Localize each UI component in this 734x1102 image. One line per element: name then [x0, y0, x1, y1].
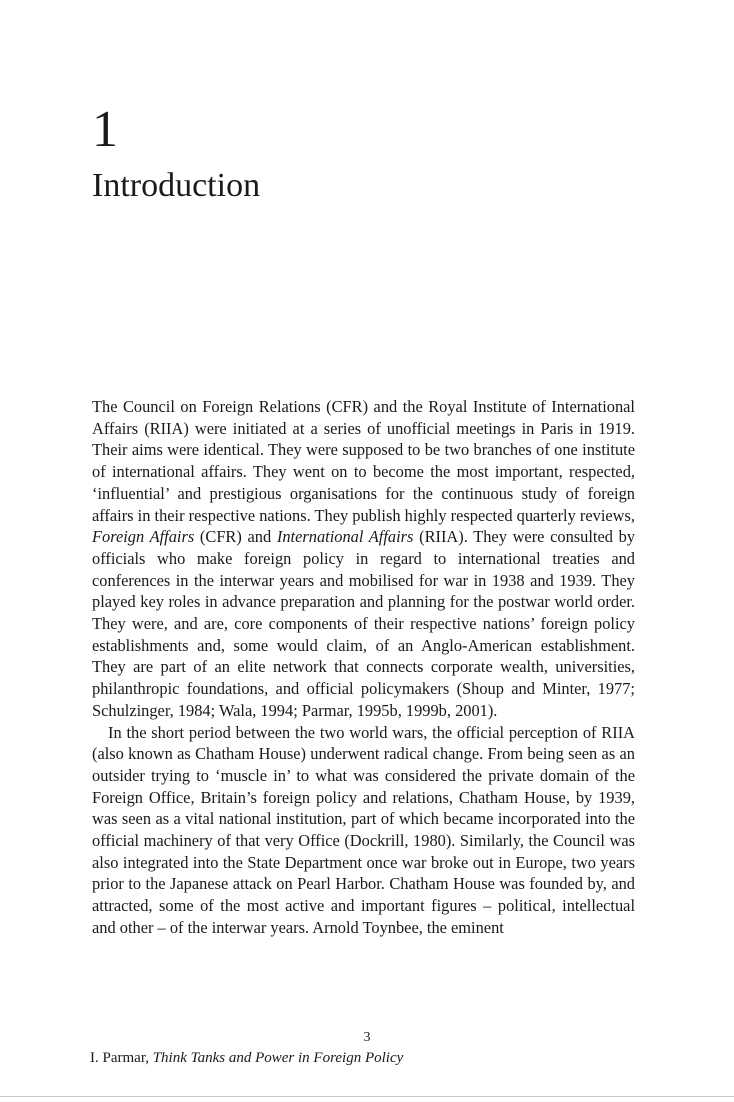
journal-title-foreign-affairs: Foreign Affairs: [92, 527, 195, 547]
page-divider: [0, 1096, 734, 1097]
footer-author: I. Parmar,: [90, 1050, 153, 1066]
paragraph-1-text-a: The Council on Foreign Relations (CFR) and the Royal Institute of International Affairs (RIIA) were initiated at a series of unofficial meetings in Paris in 1919. Their aims were identical. They were supposed to be two branches of one institute of international affairs. They went on to become the most important, respected, ‘influential’ and prestigious organisations for the continuous study of foreign affairs in their respective nations. They publish highly respected quarterly reviews,: [92, 397, 635, 525]
chapter-title: Introduction: [92, 167, 261, 204]
paragraph-1-text-b: (CFR) and: [194, 527, 277, 547]
paragraph-1: [92, 396, 635, 722]
journal-title-international-affairs: International Affairs: [276, 527, 414, 547]
footer-citation: [90, 1050, 403, 1067]
paragraph-2: In the short period between the two world wars, the official perception of RIIA (also known as Chatham House) underwent radical change. From being seen as an outsider trying to ‘muscle in’ to what was considered the private domain of the Foreign Office, Britain’s foreign policy and relations, Chatham House, by 1939, was seen as a vital national institution, part of which became incorporated into the official machinery of that very Office (Dockrill, 1980). Similarly, the Council was also integrated into the State Department once war broke out in Europe, two years prior to the Japanese attack on Pearl Harbor. Chatham House was founded by, and attracted, some of the most active and important figures – political, intellectual and other – of the interwar years. Arnold Toynbee, the eminent: [92, 722, 635, 937]
page-number: 3: [363, 1030, 371, 1045]
body-text: [92, 396, 635, 939]
paragraph-1-text-c: (RIIA). They were consulted by officials who make foreign policy in regard to international treaties and conferences in the interwar years and mobilised for war in 1938 and 1939. They played key roles in advance preparation and planning for the postwar world order. They were, and are, core components of their respective nations’ foreign policy establishments and, some would claim, of an Anglo-American establishment. They are part of an elite network that connects corporate wealth, universities, philanthropic foundations, and official policymakers (Shoup and Minter, 1977; Schulzinger, 1984; Wala, 1994; Parmar, 1995b, 1999b, 2001).: [92, 527, 636, 720]
footer-book-title: Think Tanks and Power in Foreign Policy: [152, 1050, 404, 1066]
chapter-number: 1: [92, 101, 118, 158]
